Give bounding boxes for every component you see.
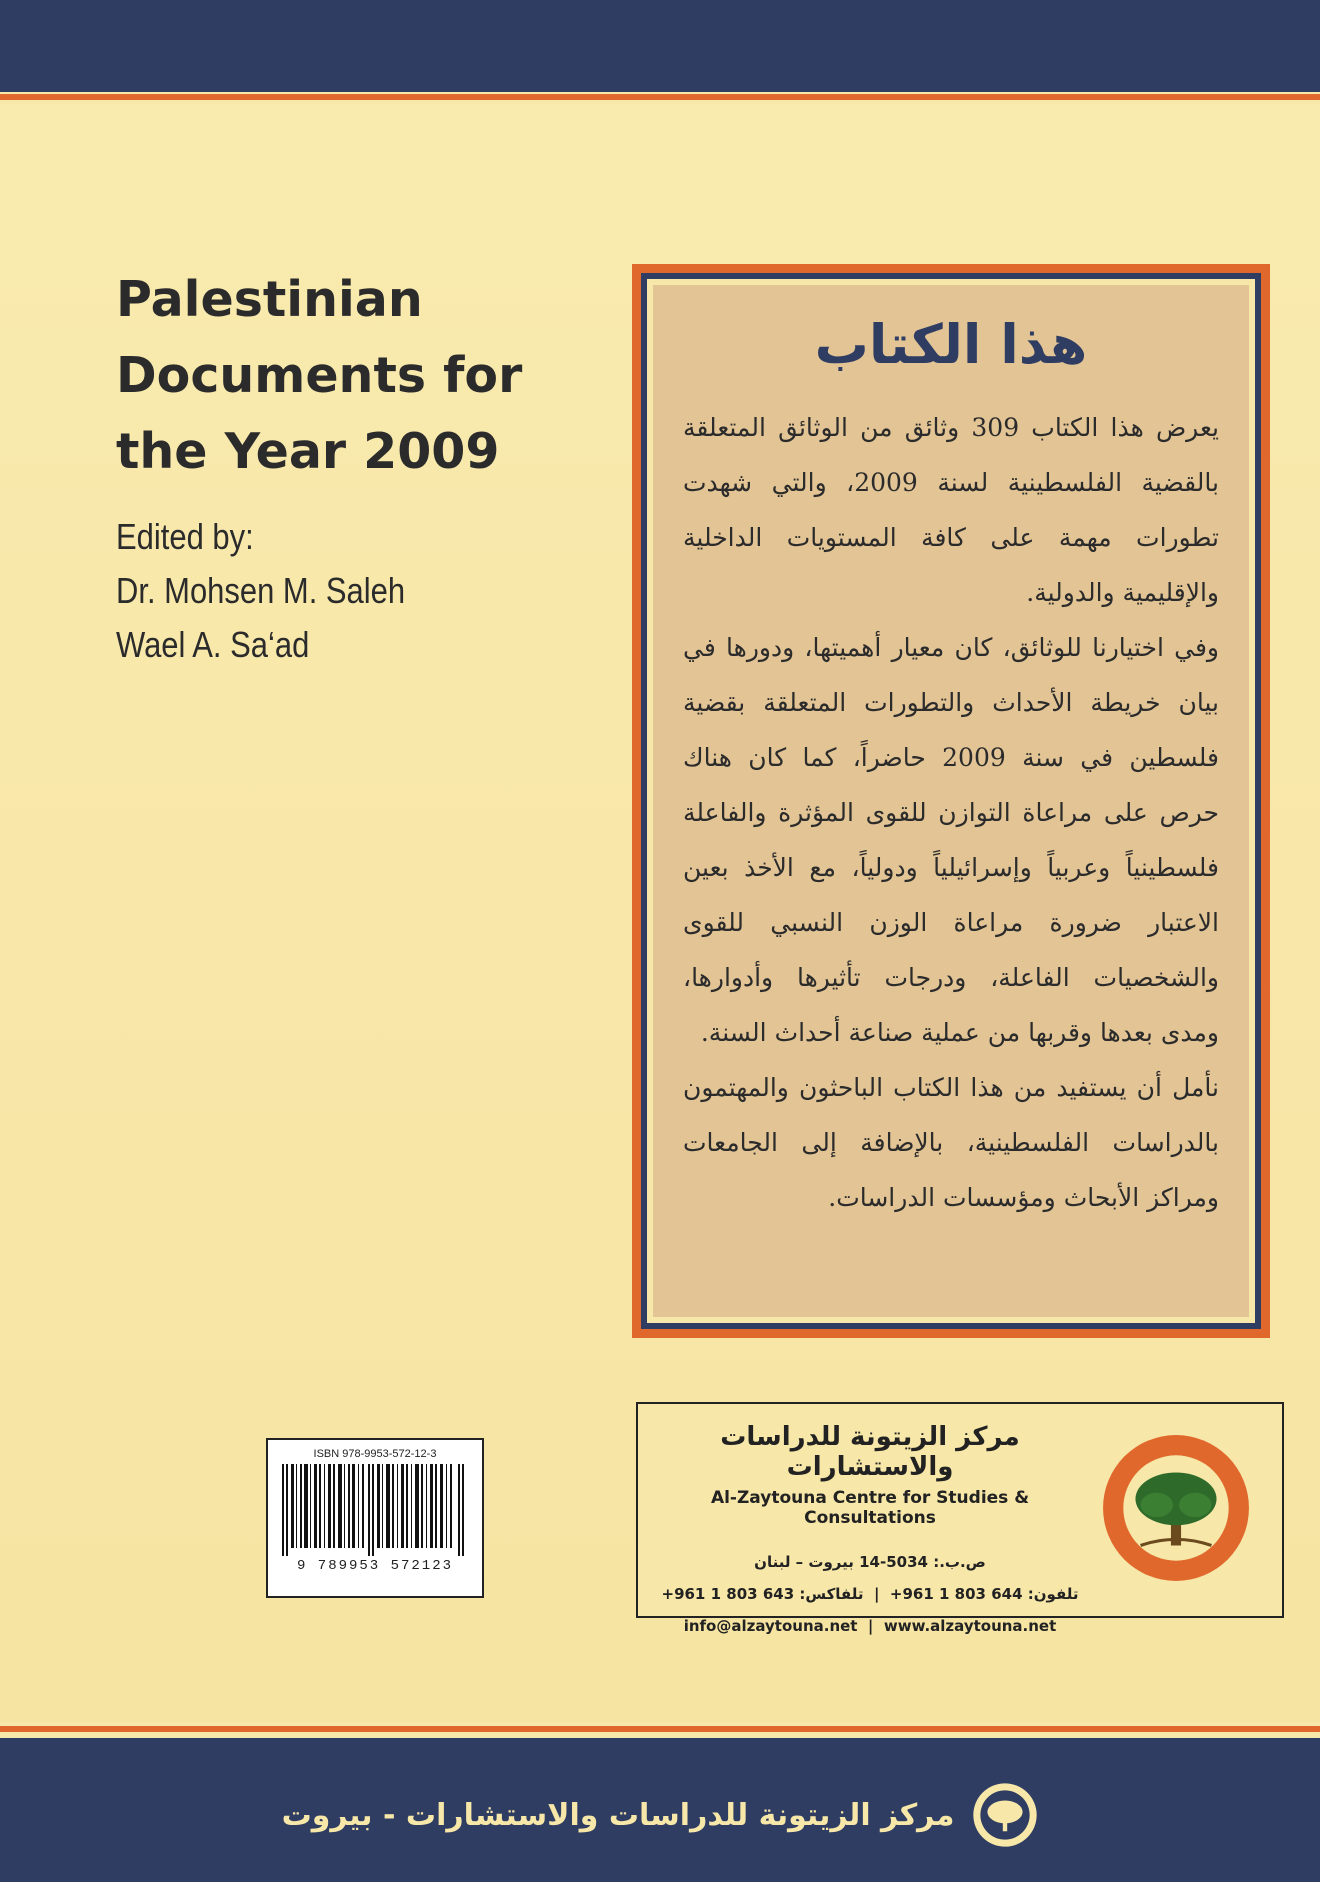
publisher-phone-line — [650, 1578, 1090, 1610]
book-title — [116, 262, 576, 490]
zaytouna-logo-icon — [1100, 1432, 1252, 1584]
zaytouna-logo-icon — [972, 1782, 1038, 1848]
phone-text: تلفون: 644 803 1 961+ — [889, 1585, 1079, 1603]
publisher-web-line — [650, 1610, 1090, 1642]
po-box-text: ص.ب.: 5034-14 بيروت – لبنان — [754, 1553, 986, 1571]
top-orange-stripe — [0, 94, 1320, 100]
title-line: the Year 2009 — [116, 423, 500, 480]
separator: | — [873, 1585, 880, 1603]
editor-name: Wael A. Sa‘ad — [116, 624, 310, 665]
about-paragraph: وفي اختيارنا للوثائق، كان معيار أهميتها، ودورها في بيان خريطة الأحداث والتطورات المتعلقة بقضية فلسطين في سنة 2009 حاضراً، كما كان هناك حرص على مراعاة التوازن للقوى المؤثرة والفاعلة فلسطينياً وعربياً وإسرائيلياً ودولياً، مع الأخذ بعين الاعتبار ضرورة مراعاة الوزن النسبي للقوى والشخصيات الفاعلة، ودرجات تأثيرها وأدوارها، ومدى بعدها وقربها من عملية صناعة أحداث السنة. — [683, 633, 1220, 1047]
top-navy-band — [0, 0, 1320, 92]
editors-block — [116, 510, 405, 672]
about-book-frame — [632, 264, 1270, 1338]
footer-publisher — [0, 1780, 1320, 1850]
publisher-name-en: Al-Zaytouna Centre for Studies & Consultations — [710, 1488, 1030, 1528]
about-paragraph: يعرض هذا الكتاب 309 وثائق من الوثائق المتعلقة بالقضية الفلسطينية لسنة 2009، والتي شهدت تطورات مهمة على كافة المستويات الداخلية والإقليمية والدولية. — [683, 413, 1219, 607]
publisher-name-ar: مركز الزيتونة للدراسات والاستشارات — [720, 1422, 1020, 1482]
isbn-digits: 9 789953 572123 — [296, 1558, 454, 1574]
publisher-box — [636, 1402, 1284, 1635]
publisher-text — [650, 1422, 1090, 1642]
publisher-po-box — [650, 1546, 1090, 1578]
about-book-border — [641, 273, 1261, 1329]
about-heading: هذا الكتاب — [814, 313, 1088, 376]
email-link[interactable]: info@alzaytouna.net — [683, 1617, 858, 1635]
footer-text: مركز الزيتونة للدراسات والاستشارات - بيروت — [281, 1797, 955, 1833]
about-paragraph: نأمل أن يستفيد من هذا الكتاب الباحثون والمهتمون بالدراسات الفلسطينية، بالإضافة إلى الجامعات ومراكز الأبحاث ومؤسسات الدراسات. — [683, 1073, 1219, 1212]
separator: | — [867, 1617, 874, 1635]
barcode-icon — [280, 1464, 470, 1556]
title-line: Documents for — [116, 347, 523, 404]
isbn-label: ISBN 978-9953-572-12-3 — [313, 1448, 437, 1460]
bottom-orange-stripe — [0, 1726, 1320, 1732]
fax-text: تلفاكس: 643 803 1 961+ — [661, 1585, 864, 1603]
edited-by-label: Edited by: — [116, 516, 254, 557]
about-book-panel — [653, 285, 1249, 1317]
editor-name: Dr. Mohsen M. Saleh — [116, 570, 406, 611]
isbn-barcode-box — [266, 1438, 484, 1598]
website-link[interactable]: www.alzaytouna.net — [883, 1617, 1057, 1635]
title-line: Palestinian — [116, 271, 423, 328]
